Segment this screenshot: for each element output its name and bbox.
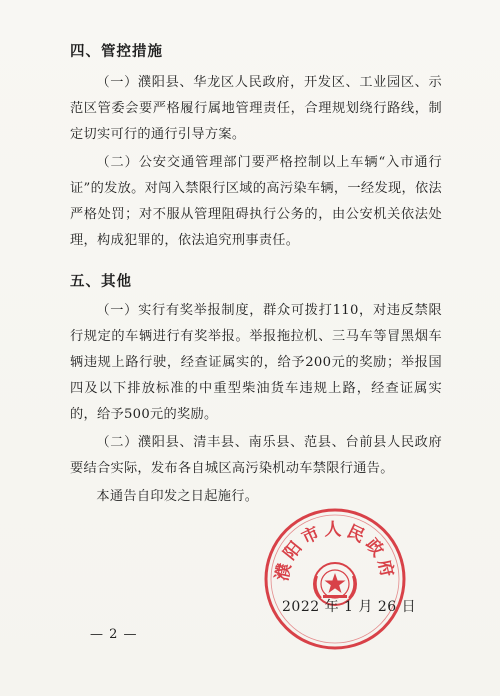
page-number: — 2 — (90, 627, 138, 642)
seal-text: 濮阳市人民政府 (272, 520, 398, 583)
section-4-paragraph-2: （二）公安交通管理部门要严格控制以上车辆“入市通行证”的发放。对闯入禁限行区域的高污染车辆，一经发现，依法严格处罚；对不服从管理阻碍执行公务的，由公安机关依法处理，构成犯罪的，依法追究刑事责任。 (70, 155, 442, 248)
issue-date: 2022 年 1 月 26 日 (282, 599, 417, 615)
section-5-paragraph-3: 本通告自印发之日起施行。 (96, 489, 259, 504)
official-seal-icon (262, 506, 408, 652)
section-5-paragraph-2: （二）濮阳县、清丰县、南乐县、范县、台前县人民政府要结合实际，发布各自城区高污染机动车禁限行通告。 (70, 435, 442, 476)
section-4-paragraph-1: （一）濮阳县、华龙区人民政府，开发区、工业园区、示范区管委会要严格履行属地管理责任，合理规划绕行路线，制定切实可行的通行引导方案。 (70, 75, 442, 142)
section-5-heading: 五、其他 (70, 274, 132, 290)
section-5-paragraph-1: （一）实行有奖举报制度，群众可拨打110，对违反禁限行规定的车辆进行有奖举报。举报拖拉机、三马车等冒黑烟车辆违规上路行驶，经查证属实的，给予200元的奖励；举报国四及以下排放标准的中重型柴油货车违规上路，经查证属实的，给予500元的奖励。 (70, 303, 442, 422)
section-4-heading: 四、管控措施 (70, 44, 163, 60)
